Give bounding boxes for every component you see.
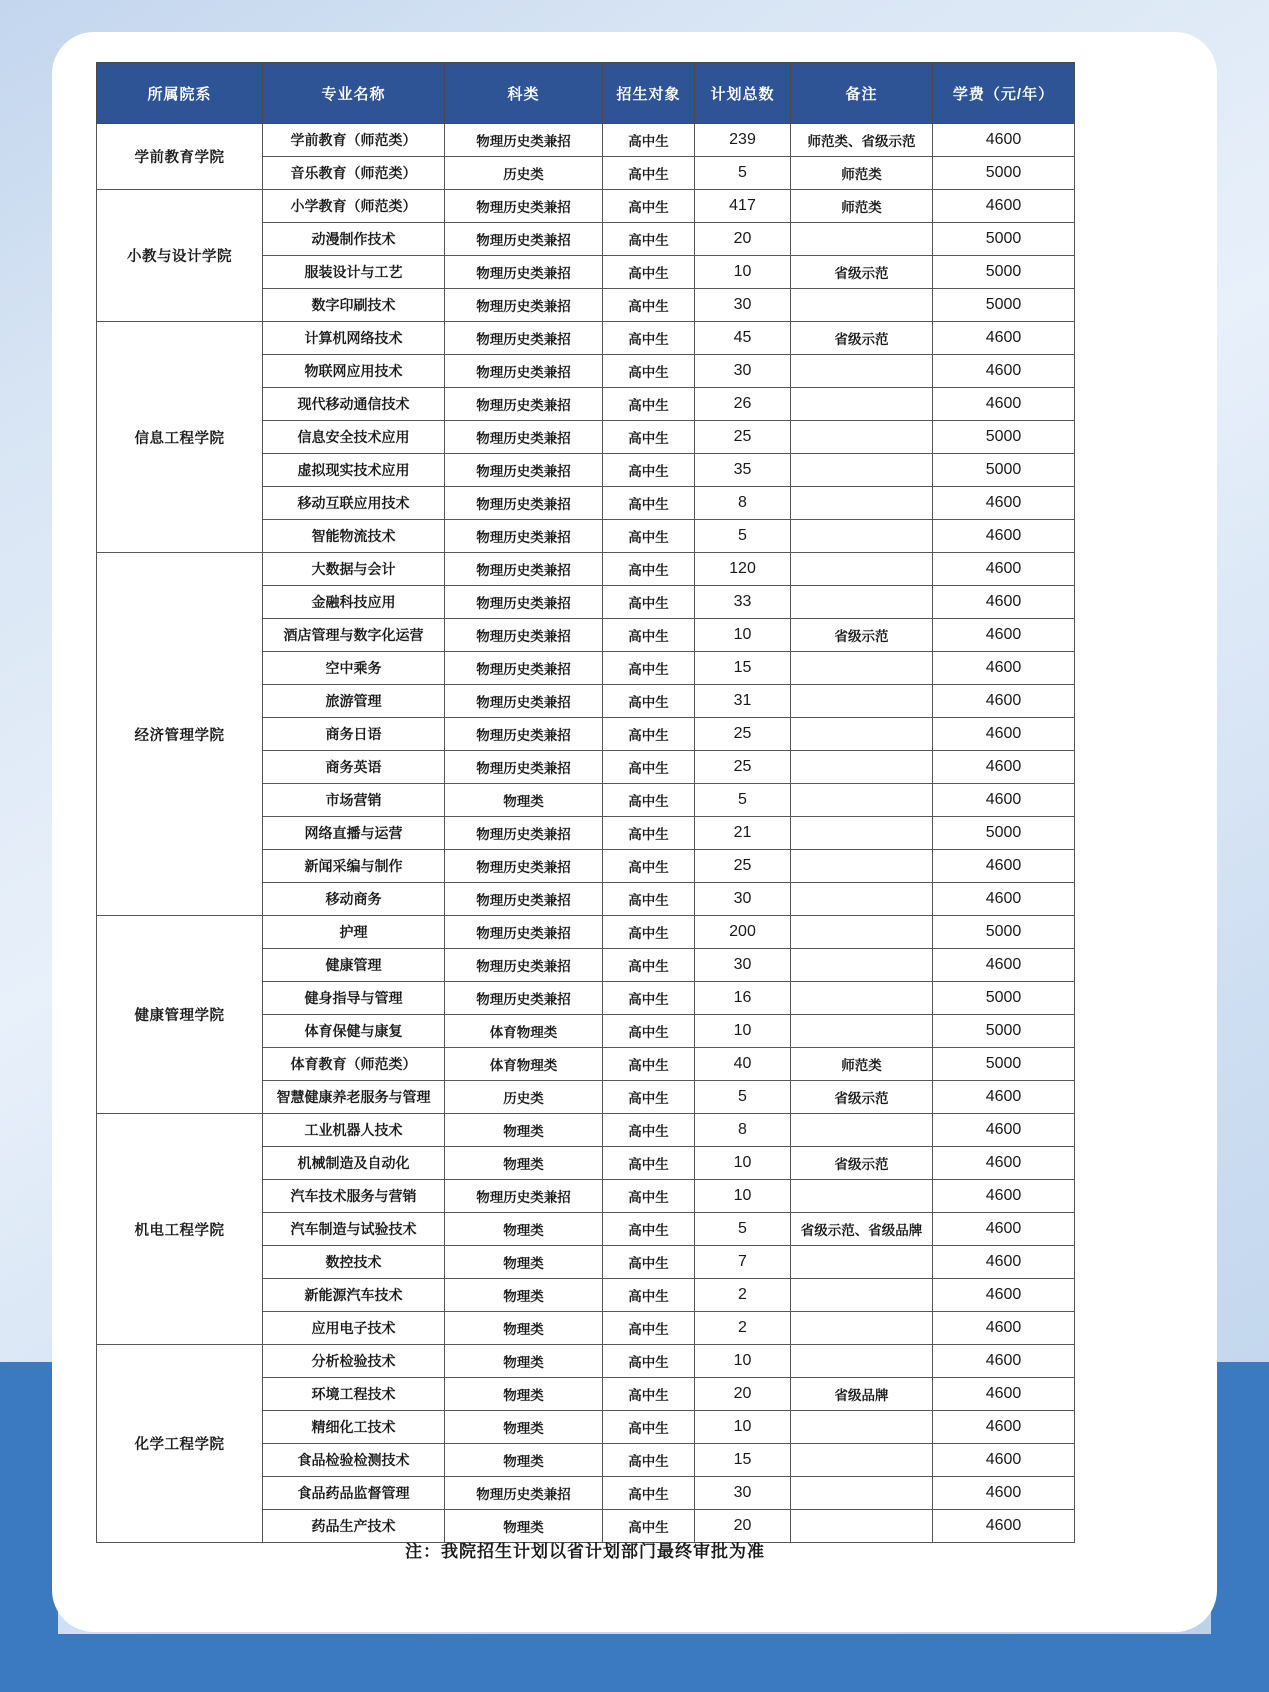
cell-category: 物理类	[445, 1246, 603, 1279]
cell-plan-total: 30	[695, 883, 791, 916]
cell-note	[791, 817, 933, 850]
cell-category: 物理历史类兼招	[445, 322, 603, 355]
cell-category: 物理历史类兼招	[445, 883, 603, 916]
cell-note: 省级品牌	[791, 1378, 933, 1411]
cell-plan-total: 10	[695, 1411, 791, 1444]
cell-target: 高中生	[603, 322, 695, 355]
cell-plan-total: 15	[695, 652, 791, 685]
cell-target: 高中生	[603, 1312, 695, 1345]
cell-department: 经济管理学院	[97, 553, 263, 916]
cell-category: 物理历史类兼招	[445, 256, 603, 289]
cell-note	[791, 454, 933, 487]
cell-major: 药品生产技术	[263, 1510, 445, 1543]
cell-plan-total: 15	[695, 1444, 791, 1477]
cell-major: 计算机网络技术	[263, 322, 445, 355]
cell-major: 酒店管理与数字化运营	[263, 619, 445, 652]
cell-major: 机械制造及自动化	[263, 1147, 445, 1180]
cell-major: 护理	[263, 916, 445, 949]
cell-note: 师范类	[791, 1048, 933, 1081]
cell-target: 高中生	[603, 1048, 695, 1081]
cell-major: 体育教育（师范类）	[263, 1048, 445, 1081]
cell-major: 健身指导与管理	[263, 982, 445, 1015]
cell-category: 历史类	[445, 157, 603, 190]
admission-plan-table-container	[96, 62, 1074, 1543]
cell-plan-total: 45	[695, 322, 791, 355]
cell-tuition: 4600	[933, 1411, 1075, 1444]
cell-target: 高中生	[603, 586, 695, 619]
cell-major: 市场营销	[263, 784, 445, 817]
cell-plan-total: 26	[695, 388, 791, 421]
cell-department: 机电工程学院	[97, 1114, 263, 1345]
cell-target: 高中生	[603, 1015, 695, 1048]
column-header-major: 专业名称	[263, 63, 445, 124]
cell-tuition: 4600	[933, 355, 1075, 388]
cell-plan-total: 30	[695, 1477, 791, 1510]
cell-major: 智慧健康养老服务与管理	[263, 1081, 445, 1114]
cell-tuition: 4600	[933, 1279, 1075, 1312]
cell-note	[791, 1345, 933, 1378]
cell-note: 省级示范	[791, 256, 933, 289]
cell-plan-total: 16	[695, 982, 791, 1015]
column-header-department: 所属院系	[97, 63, 263, 124]
cell-category: 物理历史类兼招	[445, 982, 603, 1015]
cell-target: 高中生	[603, 1378, 695, 1411]
cell-tuition: 4600	[933, 1345, 1075, 1378]
cell-target: 高中生	[603, 256, 695, 289]
cell-plan-total: 25	[695, 421, 791, 454]
cell-target: 高中生	[603, 718, 695, 751]
cell-target: 高中生	[603, 1081, 695, 1114]
cell-major: 动漫制作技术	[263, 223, 445, 256]
cell-major: 食品检验检测技术	[263, 1444, 445, 1477]
cell-category: 物理历史类兼招	[445, 751, 603, 784]
cell-target: 高中生	[603, 421, 695, 454]
cell-target: 高中生	[603, 949, 695, 982]
cell-target: 高中生	[603, 1510, 695, 1543]
cell-plan-total: 25	[695, 751, 791, 784]
cell-note: 省级示范	[791, 1081, 933, 1114]
cell-target: 高中生	[603, 784, 695, 817]
cell-note	[791, 289, 933, 322]
cell-plan-total: 5	[695, 157, 791, 190]
cell-plan-total: 10	[695, 1015, 791, 1048]
cell-category: 物理历史类兼招	[445, 586, 603, 619]
cell-department: 小教与设计学院	[97, 190, 263, 322]
cell-category: 物理类	[445, 1345, 603, 1378]
cell-tuition: 5000	[933, 289, 1075, 322]
cell-plan-total: 120	[695, 553, 791, 586]
cell-tuition: 5000	[933, 157, 1075, 190]
column-header-plan-total: 计划总数	[695, 63, 791, 124]
cell-plan-total: 8	[695, 487, 791, 520]
cell-note	[791, 1411, 933, 1444]
cell-plan-total: 10	[695, 1345, 791, 1378]
cell-major: 信息安全技术应用	[263, 421, 445, 454]
cell-target: 高中生	[603, 1180, 695, 1213]
cell-category: 物理历史类兼招	[445, 817, 603, 850]
cell-target: 高中生	[603, 817, 695, 850]
cell-major: 空中乘务	[263, 652, 445, 685]
cell-tuition: 4600	[933, 487, 1075, 520]
cell-tuition: 4600	[933, 1114, 1075, 1147]
cell-major: 食品药品监督管理	[263, 1477, 445, 1510]
cell-note	[791, 553, 933, 586]
cell-tuition: 4600	[933, 619, 1075, 652]
cell-tuition: 4600	[933, 1378, 1075, 1411]
cell-tuition: 4600	[933, 784, 1075, 817]
cell-category: 物理历史类兼招	[445, 1180, 603, 1213]
cell-plan-total: 35	[695, 454, 791, 487]
cell-target: 高中生	[603, 1246, 695, 1279]
cell-note	[791, 718, 933, 751]
cell-target: 高中生	[603, 1444, 695, 1477]
cell-category: 物理历史类兼招	[445, 355, 603, 388]
cell-category: 体育物理类	[445, 1015, 603, 1048]
cell-note	[791, 586, 933, 619]
cell-note: 省级示范	[791, 619, 933, 652]
cell-note	[791, 982, 933, 1015]
cell-tuition: 5000	[933, 982, 1075, 1015]
cell-plan-total: 5	[695, 520, 791, 553]
cell-target: 高中生	[603, 685, 695, 718]
cell-tuition: 4600	[933, 1081, 1075, 1114]
cell-major: 商务日语	[263, 718, 445, 751]
cell-plan-total: 30	[695, 949, 791, 982]
cell-note	[791, 1114, 933, 1147]
cell-plan-total: 10	[695, 619, 791, 652]
cell-target: 高中生	[603, 388, 695, 421]
cell-tuition: 4600	[933, 520, 1075, 553]
table-row	[97, 553, 1075, 586]
cell-major: 物联网应用技术	[263, 355, 445, 388]
cell-tuition: 4600	[933, 883, 1075, 916]
cell-plan-total: 20	[695, 223, 791, 256]
cell-note	[791, 1444, 933, 1477]
table-header	[97, 63, 1075, 124]
cell-plan-total: 5	[695, 1081, 791, 1114]
cell-plan-total: 8	[695, 1114, 791, 1147]
cell-tuition: 4600	[933, 652, 1075, 685]
cell-tuition: 4600	[933, 586, 1075, 619]
cell-category: 物理类	[445, 1279, 603, 1312]
cell-major: 精细化工技术	[263, 1411, 445, 1444]
cell-target: 高中生	[603, 1114, 695, 1147]
cell-plan-total: 2	[695, 1279, 791, 1312]
cell-plan-total: 200	[695, 916, 791, 949]
cell-note	[791, 1246, 933, 1279]
cell-note	[791, 883, 933, 916]
table-body	[97, 124, 1075, 1543]
cell-plan-total: 20	[695, 1510, 791, 1543]
cell-plan-total: 5	[695, 1213, 791, 1246]
cell-major: 移动互联应用技术	[263, 487, 445, 520]
cell-note: 省级示范	[791, 1147, 933, 1180]
cell-major: 智能物流技术	[263, 520, 445, 553]
cell-major: 汽车技术服务与营销	[263, 1180, 445, 1213]
column-header-note: 备注	[791, 63, 933, 124]
cell-note	[791, 520, 933, 553]
cell-target: 高中生	[603, 850, 695, 883]
cell-category: 物理历史类兼招	[445, 223, 603, 256]
cell-target: 高中生	[603, 1477, 695, 1510]
cell-plan-total: 10	[695, 1147, 791, 1180]
cell-category: 物理类	[445, 1444, 603, 1477]
cell-tuition: 5000	[933, 223, 1075, 256]
cell-major: 大数据与会计	[263, 553, 445, 586]
cell-plan-total: 10	[695, 256, 791, 289]
cell-category: 物理历史类兼招	[445, 124, 603, 157]
cell-note	[791, 1015, 933, 1048]
cell-tuition: 5000	[933, 1015, 1075, 1048]
cell-major: 商务英语	[263, 751, 445, 784]
cell-major: 工业机器人技术	[263, 1114, 445, 1147]
cell-category: 物理类	[445, 1411, 603, 1444]
cell-plan-total: 25	[695, 718, 791, 751]
cell-major: 现代移动通信技术	[263, 388, 445, 421]
cell-target: 高中生	[603, 487, 695, 520]
cell-category: 物理历史类兼招	[445, 454, 603, 487]
cell-tuition: 4600	[933, 1312, 1075, 1345]
table-row	[97, 190, 1075, 223]
cell-tuition: 4600	[933, 949, 1075, 982]
cell-category: 物理类	[445, 1510, 603, 1543]
cell-plan-total: 30	[695, 289, 791, 322]
column-header-category: 科类	[445, 63, 603, 124]
cell-tuition: 4600	[933, 388, 1075, 421]
cell-tuition: 5000	[933, 454, 1075, 487]
header-row	[97, 63, 1075, 124]
cell-tuition: 4600	[933, 1147, 1075, 1180]
table-row	[97, 1345, 1075, 1378]
cell-tuition: 4600	[933, 1444, 1075, 1477]
cell-category: 物理历史类兼招	[445, 421, 603, 454]
cell-category: 物理类	[445, 784, 603, 817]
cell-target: 高中生	[603, 1411, 695, 1444]
cell-note	[791, 388, 933, 421]
cell-plan-total: 30	[695, 355, 791, 388]
cell-note: 师范类、省级示范	[791, 124, 933, 157]
cell-note: 师范类	[791, 157, 933, 190]
cell-plan-total: 21	[695, 817, 791, 850]
cell-plan-total: 40	[695, 1048, 791, 1081]
cell-target: 高中生	[603, 1147, 695, 1180]
cell-category: 物理历史类兼招	[445, 520, 603, 553]
cell-major: 音乐教育（师范类）	[263, 157, 445, 190]
cell-major: 环境工程技术	[263, 1378, 445, 1411]
cell-major: 移动商务	[263, 883, 445, 916]
cell-category: 物理历史类兼招	[445, 553, 603, 586]
cell-major: 新能源汽车技术	[263, 1279, 445, 1312]
cell-note: 省级示范	[791, 322, 933, 355]
cell-note	[791, 1312, 933, 1345]
cell-target: 高中生	[603, 1279, 695, 1312]
cell-major: 小学教育（师范类）	[263, 190, 445, 223]
cell-major: 分析检验技术	[263, 1345, 445, 1378]
cell-department: 信息工程学院	[97, 322, 263, 553]
cell-target: 高中生	[603, 652, 695, 685]
cell-major: 应用电子技术	[263, 1312, 445, 1345]
cell-note	[791, 1477, 933, 1510]
table-row	[97, 322, 1075, 355]
admission-plan-table	[96, 62, 1075, 1543]
blue-accent-bottom	[0, 1634, 1269, 1692]
cell-category: 物理历史类兼招	[445, 388, 603, 421]
cell-target: 高中生	[603, 124, 695, 157]
cell-category: 物理历史类兼招	[445, 619, 603, 652]
cell-category: 物理历史类兼招	[445, 949, 603, 982]
cell-tuition: 4600	[933, 1213, 1075, 1246]
cell-tuition: 4600	[933, 322, 1075, 355]
cell-target: 高中生	[603, 751, 695, 784]
cell-target: 高中生	[603, 1213, 695, 1246]
table-row	[97, 1114, 1075, 1147]
cell-major: 数控技术	[263, 1246, 445, 1279]
cell-tuition: 5000	[933, 817, 1075, 850]
cell-category: 物理历史类兼招	[445, 685, 603, 718]
cell-tuition: 5000	[933, 1048, 1075, 1081]
cell-major: 新闻采编与制作	[263, 850, 445, 883]
table-footnote: 注：我院招生计划以省计划部门最终审批为准	[405, 1542, 765, 1561]
cell-target: 高中生	[603, 883, 695, 916]
cell-tuition: 4600	[933, 718, 1075, 751]
cell-plan-total: 25	[695, 850, 791, 883]
table-row	[97, 916, 1075, 949]
cell-target: 高中生	[603, 157, 695, 190]
cell-tuition: 5000	[933, 916, 1075, 949]
cell-department: 学前教育学院	[97, 124, 263, 190]
cell-tuition: 4600	[933, 553, 1075, 586]
cell-tuition: 4600	[933, 850, 1075, 883]
cell-target: 高中生	[603, 619, 695, 652]
cell-category: 物理类	[445, 1378, 603, 1411]
cell-department: 化学工程学院	[97, 1345, 263, 1543]
cell-major: 虚拟现实技术应用	[263, 454, 445, 487]
cell-major: 旅游管理	[263, 685, 445, 718]
cell-major: 数字印刷技术	[263, 289, 445, 322]
cell-major: 健康管理	[263, 949, 445, 982]
cell-note	[791, 949, 933, 982]
cell-category: 物理类	[445, 1114, 603, 1147]
cell-note	[791, 355, 933, 388]
cell-category: 物理历史类兼招	[445, 652, 603, 685]
cell-note	[791, 1180, 933, 1213]
cell-target: 高中生	[603, 1345, 695, 1378]
cell-plan-total: 33	[695, 586, 791, 619]
cell-target: 高中生	[603, 454, 695, 487]
cell-tuition: 4600	[933, 751, 1075, 784]
cell-target: 高中生	[603, 916, 695, 949]
cell-major: 汽车制造与试验技术	[263, 1213, 445, 1246]
cell-tuition: 4600	[933, 1477, 1075, 1510]
cell-note: 师范类	[791, 190, 933, 223]
cell-major: 学前教育（师范类）	[263, 124, 445, 157]
cell-department: 健康管理学院	[97, 916, 263, 1114]
cell-target: 高中生	[603, 982, 695, 1015]
cell-major: 体育保健与康复	[263, 1015, 445, 1048]
cell-note	[791, 223, 933, 256]
cell-note	[791, 685, 933, 718]
cell-note	[791, 652, 933, 685]
cell-major: 服装设计与工艺	[263, 256, 445, 289]
cell-plan-total: 7	[695, 1246, 791, 1279]
cell-category: 物理历史类兼招	[445, 850, 603, 883]
cell-note	[791, 850, 933, 883]
cell-target: 高中生	[603, 553, 695, 586]
cell-tuition: 4600	[933, 1180, 1075, 1213]
cell-target: 高中生	[603, 520, 695, 553]
cell-target: 高中生	[603, 289, 695, 322]
cell-category: 物理类	[445, 1312, 603, 1345]
cell-plan-total: 10	[695, 1180, 791, 1213]
cell-category: 物理类	[445, 1213, 603, 1246]
cell-plan-total: 417	[695, 190, 791, 223]
column-header-tuition: 学费（元/年）	[933, 63, 1075, 124]
cell-target: 高中生	[603, 190, 695, 223]
cell-category: 历史类	[445, 1081, 603, 1114]
cell-target: 高中生	[603, 223, 695, 256]
cell-category: 物理历史类兼招	[445, 487, 603, 520]
cell-note	[791, 421, 933, 454]
cell-category: 物理历史类兼招	[445, 1477, 603, 1510]
cell-category: 体育物理类	[445, 1048, 603, 1081]
cell-major: 金融科技应用	[263, 586, 445, 619]
cell-plan-total: 31	[695, 685, 791, 718]
cell-tuition: 4600	[933, 190, 1075, 223]
cell-major: 网络直播与运营	[263, 817, 445, 850]
cell-category: 物理历史类兼招	[445, 916, 603, 949]
cell-note	[791, 1279, 933, 1312]
table-row	[97, 124, 1075, 157]
cell-plan-total: 5	[695, 784, 791, 817]
cell-category: 物理历史类兼招	[445, 718, 603, 751]
cell-category: 物理历史类兼招	[445, 190, 603, 223]
cell-tuition: 4600	[933, 1246, 1075, 1279]
cell-category: 物理类	[445, 1147, 603, 1180]
cell-note	[791, 751, 933, 784]
cell-note: 省级示范、省级品牌	[791, 1213, 933, 1246]
column-header-target: 招生对象	[603, 63, 695, 124]
cell-note	[791, 916, 933, 949]
cell-tuition: 4600	[933, 124, 1075, 157]
cell-plan-total: 20	[695, 1378, 791, 1411]
cell-tuition: 5000	[933, 421, 1075, 454]
cell-tuition: 5000	[933, 256, 1075, 289]
cell-plan-total: 239	[695, 124, 791, 157]
cell-note	[791, 487, 933, 520]
cell-tuition: 4600	[933, 685, 1075, 718]
cell-tuition: 4600	[933, 1510, 1075, 1543]
cell-note	[791, 784, 933, 817]
cell-plan-total: 2	[695, 1312, 791, 1345]
cell-target: 高中生	[603, 355, 695, 388]
cell-category: 物理历史类兼招	[445, 289, 603, 322]
